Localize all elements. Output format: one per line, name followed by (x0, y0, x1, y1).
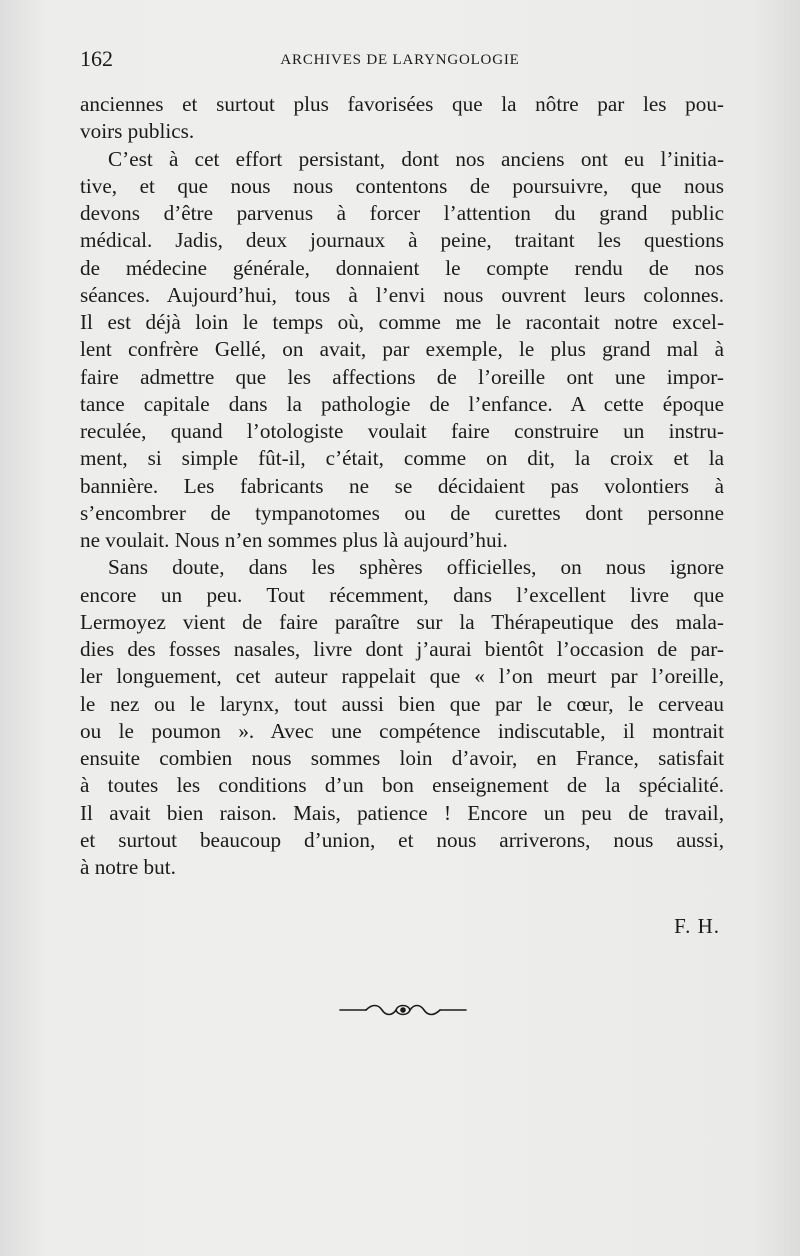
text-line: bannière. Les fabricants ne se décidaient pas volontiers à (80, 473, 724, 498)
text-line: Sans doute, dans les sphères officielles, on nous ignore (108, 555, 724, 580)
text-line: ou le poumon ». Avec une compétence indiscutable, il montrait (80, 718, 724, 743)
text-line: à notre but. (80, 855, 176, 879)
text-line: le nez ou le larynx, tout aussi bien que par le cœur, le cerveau (80, 691, 724, 716)
text-line: à toutes les conditions d’un bon enseignement de la spécialité. (80, 773, 724, 798)
text-line: Lermoyez vient de faire paraître sur la Thérapeutique des mala- (80, 609, 724, 634)
text-line: ne voulait. Nous n’en sommes plus là aujourd’hui. (80, 528, 508, 552)
text-line: ler longuement, cet auteur rappelait que « l’on meurt par l’oreille, (80, 664, 724, 689)
text-line: devons d’être parvenus à forcer l’attention du grand public (80, 201, 724, 225)
text-line: lent confrère Gellé, on avait, par exemple, le plus grand mal à (80, 337, 724, 362)
text-line: médical. Jadis, deux journaux à peine, traitant les questions (80, 228, 724, 253)
text-line: tive, et que nous nous contentons de poursuivre, que nous (80, 173, 724, 198)
text-line: reculée, quand l’otologiste voulait faire construire un instru- (80, 419, 724, 443)
text-line: séances. Aujourd’hui, tous à l’envi nous ouvrent leurs colonnes. (80, 282, 724, 307)
text-line: encore un peu. Tout récemment, dans l’excellent livre que (80, 582, 724, 607)
text-line: dies des fosses nasales, livre dont j’aurai bientôt l’occasion de par- (80, 637, 724, 661)
text-line: faire admettre que les affections de l’oreille ont une impor- (80, 364, 724, 389)
body-text (80, 91, 724, 881)
text-line: s’encombrer de tympanotomes ou de curettes dont personne (80, 500, 724, 525)
signature: F. H. (674, 914, 720, 938)
text-line: tance capitale dans la pathologie de l’enfance. A cette époque (80, 391, 724, 416)
text-line: ensuite combien nous sommes loin d’avoir, en France, satisfait (80, 746, 724, 770)
ornament-divider (338, 1000, 468, 1020)
running-title: ARCHIVES DE LARYNGOLOGIE (280, 52, 520, 68)
text-line: C’est à cet effort persistant, dont nos anciens ont eu l’initia- (108, 146, 724, 171)
page-header (80, 46, 720, 76)
text-line: Il avait bien raison. Mais, patience ! Encore un peu de travail, (80, 800, 724, 825)
text-line: anciennes et surtout plus favorisées que la nôtre par les pou- (80, 92, 724, 116)
text-line: et surtout beaucoup d’union, et nous arriverons, nous aussi, (80, 827, 724, 852)
text-line: ment, si simple fût-il, c’était, comme on dit, la croix et la (80, 446, 724, 471)
text-line: voirs publics. (80, 119, 195, 144)
text-line: de médecine générale, donnaient le compte rendu de nos (80, 255, 724, 280)
text-line: Il est déjà loin le temps où, comme me le racontait notre excel- (80, 310, 724, 334)
page-number: 162 (80, 46, 113, 71)
